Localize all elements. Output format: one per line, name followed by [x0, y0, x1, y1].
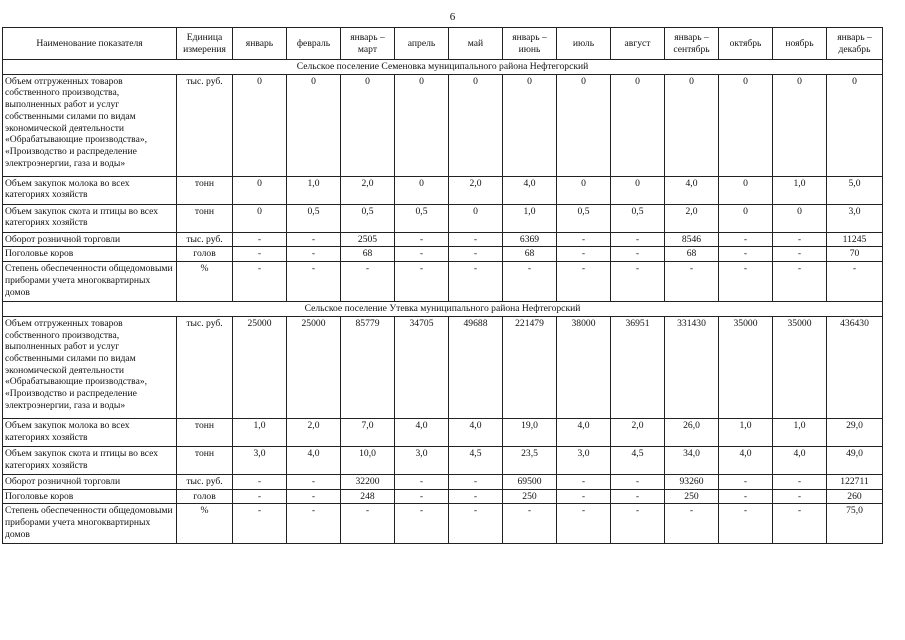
header-may: май	[449, 28, 503, 60]
indicator-unit: тонн	[177, 446, 233, 474]
indicator-name: Степень обеспеченности общедомовыми приборами учета многоквартирных домов	[3, 504, 177, 544]
value-cell: 19,0	[503, 418, 557, 446]
value-cell: 10,0	[341, 446, 395, 474]
indicator-unit: %	[177, 262, 233, 302]
value-cell: 0	[233, 204, 287, 232]
value-cell: 26,0	[665, 418, 719, 446]
value-cell: 3,0	[233, 446, 287, 474]
value-cell: 122711	[827, 474, 883, 489]
value-cell: -	[773, 247, 827, 262]
value-cell: 1,0	[773, 176, 827, 204]
indicator-unit: тыс. руб.	[177, 474, 233, 489]
value-cell: 0,5	[395, 204, 449, 232]
table-row	[3, 504, 883, 544]
value-cell: 11245	[827, 232, 883, 247]
value-cell: -	[719, 232, 773, 247]
value-cell: 2,0	[449, 176, 503, 204]
value-cell: -	[233, 489, 287, 504]
value-cell: 34705	[395, 316, 449, 418]
value-cell: 0	[773, 204, 827, 232]
value-cell: 1,0	[233, 418, 287, 446]
value-cell: 436430	[827, 316, 883, 418]
header-november: ноябрь	[773, 28, 827, 60]
value-cell: 4,0	[503, 176, 557, 204]
value-cell: 0	[233, 74, 287, 176]
value-cell: -	[341, 504, 395, 544]
value-cell: 1,0	[773, 418, 827, 446]
value-cell: -	[611, 247, 665, 262]
indicator-name: Объем закупок молока во всех категориях хозяйств	[3, 418, 177, 446]
value-cell: -	[719, 504, 773, 544]
indicator-unit: голов	[177, 247, 233, 262]
value-cell: 0	[341, 74, 395, 176]
indicator-unit: тонн	[177, 176, 233, 204]
value-cell: -	[449, 247, 503, 262]
value-cell: -	[233, 232, 287, 247]
value-cell: 68	[665, 247, 719, 262]
value-cell: -	[287, 489, 341, 504]
value-cell: 0	[503, 74, 557, 176]
indicator-unit: %	[177, 504, 233, 544]
value-cell: -	[611, 262, 665, 302]
indicator-name: Степень обеспеченности общедомовыми приборами учета многоквартирных домов	[3, 262, 177, 302]
value-cell: 2,0	[611, 418, 665, 446]
value-cell: -	[449, 262, 503, 302]
value-cell: -	[557, 504, 611, 544]
value-cell: 0	[557, 176, 611, 204]
page-number: 6	[449, 11, 456, 23]
value-cell: 7,0	[341, 418, 395, 446]
value-cell: 0	[719, 204, 773, 232]
value-cell: 29,0	[827, 418, 883, 446]
value-cell: 0	[233, 176, 287, 204]
value-cell: -	[557, 474, 611, 489]
value-cell: -	[557, 232, 611, 247]
indicator-name: Объем отгруженных товаров собственного производства, выполненных работ и услуг собственными силами по видам экономической деятельности «Обрабатывающие производства», «Производство и распределение электроэнергии, газа и воды»	[3, 316, 177, 418]
section-row	[3, 302, 883, 317]
value-cell: -	[773, 504, 827, 544]
header-january-june: январь – июнь	[503, 28, 557, 60]
value-cell: -	[719, 262, 773, 302]
table-row	[3, 176, 883, 204]
value-cell: 0	[665, 74, 719, 176]
header-january-december: январь – декабрь	[827, 28, 883, 60]
value-cell: 0	[611, 176, 665, 204]
value-cell: 0,5	[287, 204, 341, 232]
value-cell: -	[395, 474, 449, 489]
value-cell: 5,0	[827, 176, 883, 204]
indicator-name: Объем закупок скота и птицы во всех категориях хозяйств	[3, 446, 177, 474]
value-cell: -	[449, 489, 503, 504]
indicator-name: Поголовье коров	[3, 489, 177, 504]
value-cell: -	[611, 232, 665, 247]
header-january-september: январь – сентябрь	[665, 28, 719, 60]
value-cell: 3,0	[395, 446, 449, 474]
value-cell: 2505	[341, 232, 395, 247]
value-cell: 23,5	[503, 446, 557, 474]
value-cell: -	[503, 262, 557, 302]
value-cell: 70	[827, 247, 883, 262]
value-cell: -	[395, 489, 449, 504]
value-cell: -	[719, 489, 773, 504]
value-cell: 93260	[665, 474, 719, 489]
value-cell: -	[773, 262, 827, 302]
header-april: апрель	[395, 28, 449, 60]
value-cell: 0	[773, 74, 827, 176]
indicator-name: Поголовье коров	[3, 247, 177, 262]
table-row	[3, 247, 883, 262]
value-cell: -	[449, 504, 503, 544]
value-cell: 68	[341, 247, 395, 262]
value-cell: 0	[449, 204, 503, 232]
header-indicator-name: Наименование показателя	[3, 28, 177, 60]
indicator-unit: тыс. руб.	[177, 232, 233, 247]
table-row	[3, 446, 883, 474]
indicator-unit: голов	[177, 489, 233, 504]
value-cell: -	[827, 262, 883, 302]
value-cell: 69500	[503, 474, 557, 489]
value-cell: 0,5	[611, 204, 665, 232]
value-cell: 4,5	[449, 446, 503, 474]
indicator-unit: тыс. руб.	[177, 316, 233, 418]
value-cell: -	[287, 247, 341, 262]
section-row	[3, 60, 883, 75]
value-cell: 4,0	[395, 418, 449, 446]
value-cell: -	[557, 262, 611, 302]
value-cell: 4,0	[557, 418, 611, 446]
value-cell: 35000	[773, 316, 827, 418]
table-row	[3, 316, 883, 418]
table-row	[3, 418, 883, 446]
value-cell: 2,0	[287, 418, 341, 446]
value-cell: 85779	[341, 316, 395, 418]
value-cell: -	[773, 232, 827, 247]
value-cell: 68	[503, 247, 557, 262]
value-cell: 0,5	[557, 204, 611, 232]
value-cell: 1,0	[719, 418, 773, 446]
indicator-name: Оборот розничной торговли	[3, 232, 177, 247]
table-row	[3, 204, 883, 232]
indicator-name: Объем отгруженных товаров собственного производства, выполненных работ и услуг собственными силами по видам экономической деятельности «Обрабатывающие производства», «Производство и распределение электроэнергии, газа и воды»	[3, 74, 177, 176]
value-cell: -	[395, 247, 449, 262]
value-cell: -	[503, 504, 557, 544]
value-cell: -	[395, 262, 449, 302]
value-cell: -	[233, 504, 287, 544]
value-cell: -	[665, 262, 719, 302]
header-row	[3, 28, 883, 60]
value-cell: -	[557, 247, 611, 262]
table-row	[3, 232, 883, 247]
indicator-name: Оборот розничной торговли	[3, 474, 177, 489]
value-cell: -	[665, 504, 719, 544]
table-row	[3, 489, 883, 504]
value-cell: -	[611, 504, 665, 544]
header-august: август	[611, 28, 665, 60]
report-table	[2, 27, 883, 544]
value-cell: -	[287, 262, 341, 302]
value-cell: -	[287, 232, 341, 247]
section-title: Сельское поселение Семеновка муниципального района Нефтегорский	[3, 60, 883, 75]
value-cell: -	[773, 474, 827, 489]
value-cell: 1,0	[503, 204, 557, 232]
value-cell: 4,0	[287, 446, 341, 474]
value-cell: 0	[449, 74, 503, 176]
table-row	[3, 74, 883, 176]
table-row	[3, 262, 883, 302]
header-january-march: январь – март	[341, 28, 395, 60]
value-cell: -	[773, 489, 827, 504]
header-january: январь	[233, 28, 287, 60]
value-cell: 221479	[503, 316, 557, 418]
value-cell: 25000	[233, 316, 287, 418]
value-cell: -	[395, 504, 449, 544]
value-cell: 248	[341, 489, 395, 504]
indicator-unit: тонн	[177, 204, 233, 232]
value-cell: -	[287, 504, 341, 544]
value-cell: 0,5	[341, 204, 395, 232]
value-cell: -	[341, 262, 395, 302]
value-cell: 250	[665, 489, 719, 504]
value-cell: -	[719, 247, 773, 262]
value-cell: 2,0	[665, 204, 719, 232]
value-cell: 3,0	[827, 204, 883, 232]
value-cell: 6369	[503, 232, 557, 247]
value-cell: 0	[395, 74, 449, 176]
indicator-unit: тонн	[177, 418, 233, 446]
value-cell: 331430	[665, 316, 719, 418]
value-cell: 35000	[719, 316, 773, 418]
value-cell: -	[449, 232, 503, 247]
value-cell: 2,0	[341, 176, 395, 204]
value-cell: 3,0	[557, 446, 611, 474]
value-cell: -	[395, 232, 449, 247]
indicator-name: Объем закупок молока во всех категориях хозяйств	[3, 176, 177, 204]
value-cell: -	[233, 474, 287, 489]
value-cell: -	[557, 489, 611, 504]
value-cell: 34,0	[665, 446, 719, 474]
value-cell: 0	[557, 74, 611, 176]
value-cell: 0	[719, 74, 773, 176]
value-cell: 49688	[449, 316, 503, 418]
value-cell: -	[611, 489, 665, 504]
value-cell: 4,0	[719, 446, 773, 474]
value-cell: 260	[827, 489, 883, 504]
value-cell: 32200	[341, 474, 395, 489]
header-october: октябрь	[719, 28, 773, 60]
header-february: февраль	[287, 28, 341, 60]
value-cell: 75,0	[827, 504, 883, 544]
value-cell: 0	[287, 74, 341, 176]
value-cell: 25000	[287, 316, 341, 418]
value-cell: 4,0	[773, 446, 827, 474]
indicator-unit: тыс. руб.	[177, 74, 233, 176]
value-cell: 8546	[665, 232, 719, 247]
value-cell: 0	[395, 176, 449, 204]
value-cell: 38000	[557, 316, 611, 418]
value-cell: 0	[611, 74, 665, 176]
value-cell: 250	[503, 489, 557, 504]
value-cell: 4,5	[611, 446, 665, 474]
value-cell: 4,0	[449, 418, 503, 446]
header-july: июль	[557, 28, 611, 60]
report-body	[3, 60, 883, 544]
value-cell: 36951	[611, 316, 665, 418]
value-cell: -	[233, 262, 287, 302]
value-cell: 1,0	[287, 176, 341, 204]
value-cell: -	[449, 474, 503, 489]
value-cell: 49,0	[827, 446, 883, 474]
header-unit: Единица измерения	[177, 28, 233, 60]
indicator-name: Объем закупок скота и птицы во всех категориях хозяйств	[3, 204, 177, 232]
table-row	[3, 474, 883, 489]
value-cell: -	[287, 474, 341, 489]
value-cell: 0	[719, 176, 773, 204]
value-cell: -	[719, 474, 773, 489]
value-cell: -	[611, 474, 665, 489]
section-title: Сельское поселение Утевка муниципального района Нефтегорский	[3, 302, 883, 317]
value-cell: 0	[827, 74, 883, 176]
value-cell: 4,0	[665, 176, 719, 204]
value-cell: -	[233, 247, 287, 262]
